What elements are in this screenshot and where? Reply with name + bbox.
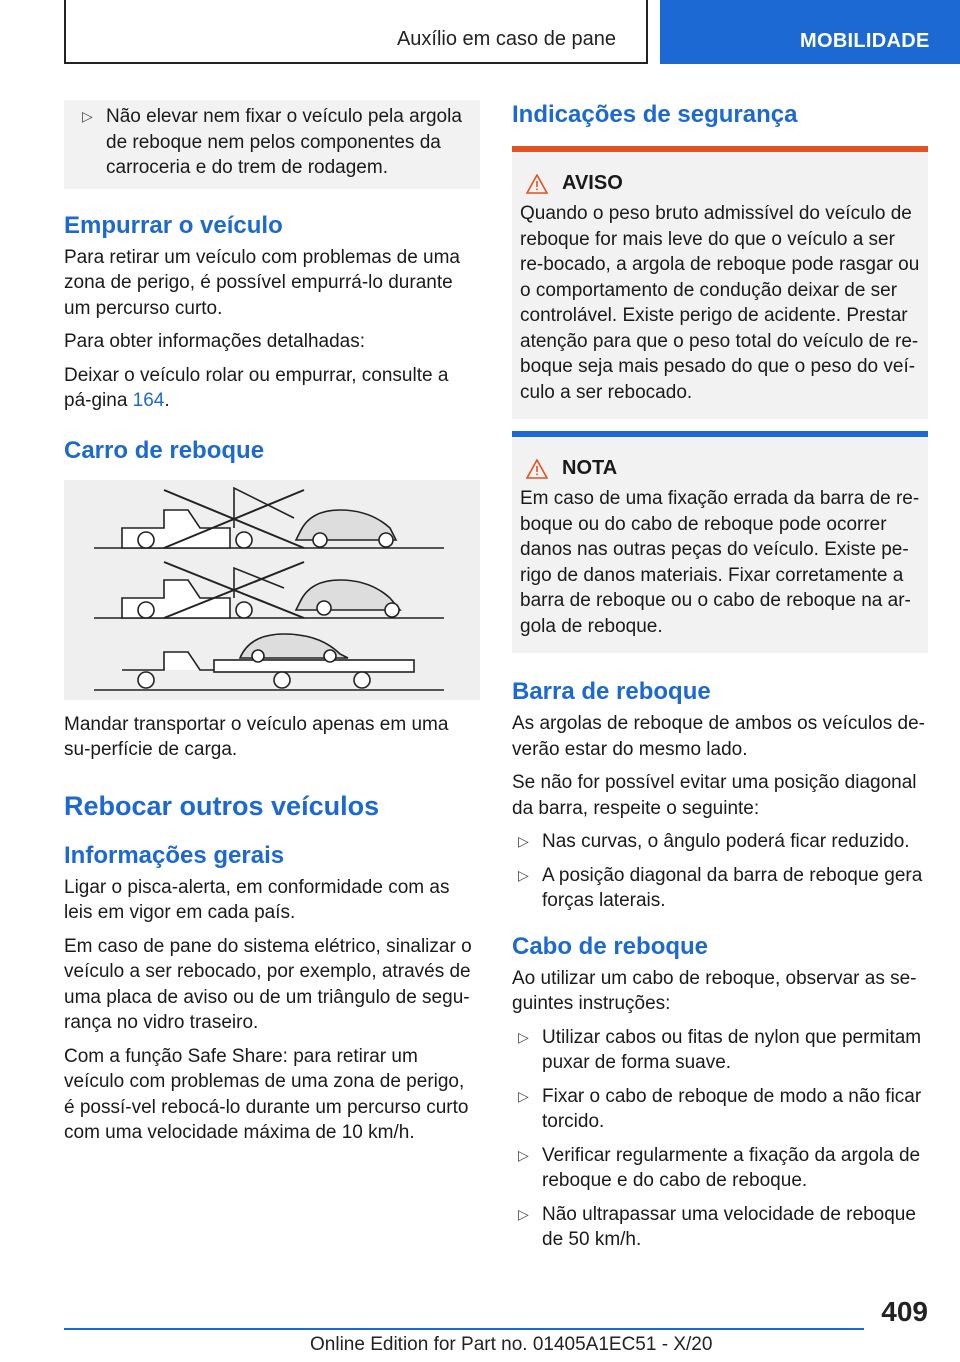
- section-heading: Cabo de reboque: [512, 932, 709, 960]
- paragraph-with-link: Deixar o veículo rolar ou empurrar, consulte a pá-gina 164.: [64, 364, 449, 411]
- triangle-right-icon: ▷: [82, 108, 93, 124]
- paragraph: Com a função Safe Share: para retirar um veículo com problemas de uma zona de perigo, é possí-vel rebocá-lo durante um percurso curto com uma velocidade máxima de 10 km/h.: [64, 1045, 469, 1143]
- section-heading: Empurrar o veículo: [64, 211, 283, 239]
- list-item: [76, 104, 470, 181]
- warning-triangle-icon: [526, 174, 548, 194]
- list-item: ▷ Fixar o cabo de reboque de modo a não ficar torcido.: [518, 1085, 922, 1132]
- triangle-right-icon: ▷: [518, 1146, 529, 1163]
- list-item: ▷ Verificar regularmente a fixação da argola de reboque e do cabo de reboque.: [518, 1144, 921, 1191]
- list-item: ▷ Não ultrapassar uma velocidade de reboque de 50 km/h.: [518, 1203, 916, 1250]
- list-item: ▷ Utilizar cabos ou fitas de nylon que permitam puxar de forma suave.: [518, 1026, 922, 1073]
- triangle-right-icon: ▷: [518, 1205, 529, 1222]
- warning-title: AVISO: [562, 172, 623, 194]
- paragraph: Para retirar um veículo com problemas de uma zona de perigo, é possível empurrá-lo durante um percurso curto.: [64, 246, 460, 319]
- warning-title-row: [520, 172, 920, 195]
- page-number: 409: [881, 1296, 928, 1327]
- warning-text: Quando o peso bruto admissível do veículo de reboque for mais leve do que o veículo a ser re-bocado, a argola de reboque pode rasgar ou o comportamento de condução deixar de ser controlável. Existe perigo de acidente. Prestar atenção para que o peso total do veículo de re-boque seja mais pesado do que o peso do veí-culo a ser rebocado.: [520, 203, 920, 403]
- note-title: NOTA: [562, 457, 618, 479]
- list-item: ▷ A posição diagonal da barra de reboque gera forças laterais.: [518, 864, 923, 911]
- chapter-heading: Rebocar outros veículos: [64, 790, 380, 821]
- footer-divider: [64, 1328, 864, 1330]
- warning-box: [512, 152, 928, 419]
- header-section-box: [64, 0, 648, 64]
- paragraph: Para obter informações detalhadas:: [64, 331, 366, 352]
- footer-edition: Online Edition for Part no. 01405A1EC51 - X/20: [310, 1334, 713, 1355]
- illustration-caption: Mandar transportar o veículo apenas em uma su-perfície de carga.: [64, 713, 449, 760]
- triangle-right-icon: ▷: [518, 1028, 529, 1045]
- note-title-row: [520, 457, 920, 480]
- header-section-title: Auxílio em caso de pane: [396, 28, 616, 50]
- paragraph: Ligar o pisca-alerta, em conformidade com as leis em vigor em cada país.: [64, 876, 450, 923]
- header-chapter-box: [660, 0, 960, 64]
- paragraph: Em caso de pane do sistema elétrico, sinalizar o veículo a ser rebocado, por exemplo, através de uma placa de aviso ou de um triângulo de segu-rança no vidro traseiro.: [64, 935, 472, 1033]
- list-item: ▷ Nas curvas, o ângulo poderá ficar reduzido.: [512, 829, 928, 855]
- section-heading: Carro de reboque: [64, 436, 265, 464]
- left-column: [64, 100, 480, 1154]
- paragraph: Ao utilizar um cabo de reboque, observar as se-guintes instruções:: [512, 967, 917, 1014]
- list-item-text: Não elevar nem fixar o veículo pela argola de reboque nem pelos componentes da carroceria e do trem de rodagem.: [106, 106, 462, 178]
- triangle-right-icon: ▷: [518, 866, 529, 883]
- section-heading: Indicações de segurança: [512, 101, 798, 128]
- right-column: [512, 100, 928, 1261]
- triangle-right-icon: ▷: [518, 833, 529, 849]
- note-text: Em caso de uma fixação errada da barra de re-boque ou do cabo de reboque pode ocorrer danos nas outras peças do veículo. Existe pe-rigo de danos materiais. Fixar corretamente a barra de reboque ou o cabo de reboque na ar-gola de reboque.: [520, 488, 920, 637]
- page-link[interactable]: 164: [132, 390, 165, 411]
- triangle-right-icon: ▷: [518, 1087, 529, 1104]
- tow-truck-illustration: [64, 480, 480, 700]
- note-box: [512, 437, 928, 653]
- intro-bullet-box: [64, 100, 480, 189]
- paragraph: As argolas de reboque de ambos os veículos de-verão estar do mesmo lado.: [512, 713, 925, 760]
- section-heading: Barra de reboque: [512, 678, 711, 705]
- paragraph: Se não for possível evitar uma posição diagonal da barra, respeite o seguinte:: [512, 772, 917, 819]
- warning-triangle-icon: [526, 459, 548, 479]
- section-heading: Informações gerais: [64, 841, 285, 869]
- header-chapter-title: MOBILIDADE: [800, 30, 930, 52]
